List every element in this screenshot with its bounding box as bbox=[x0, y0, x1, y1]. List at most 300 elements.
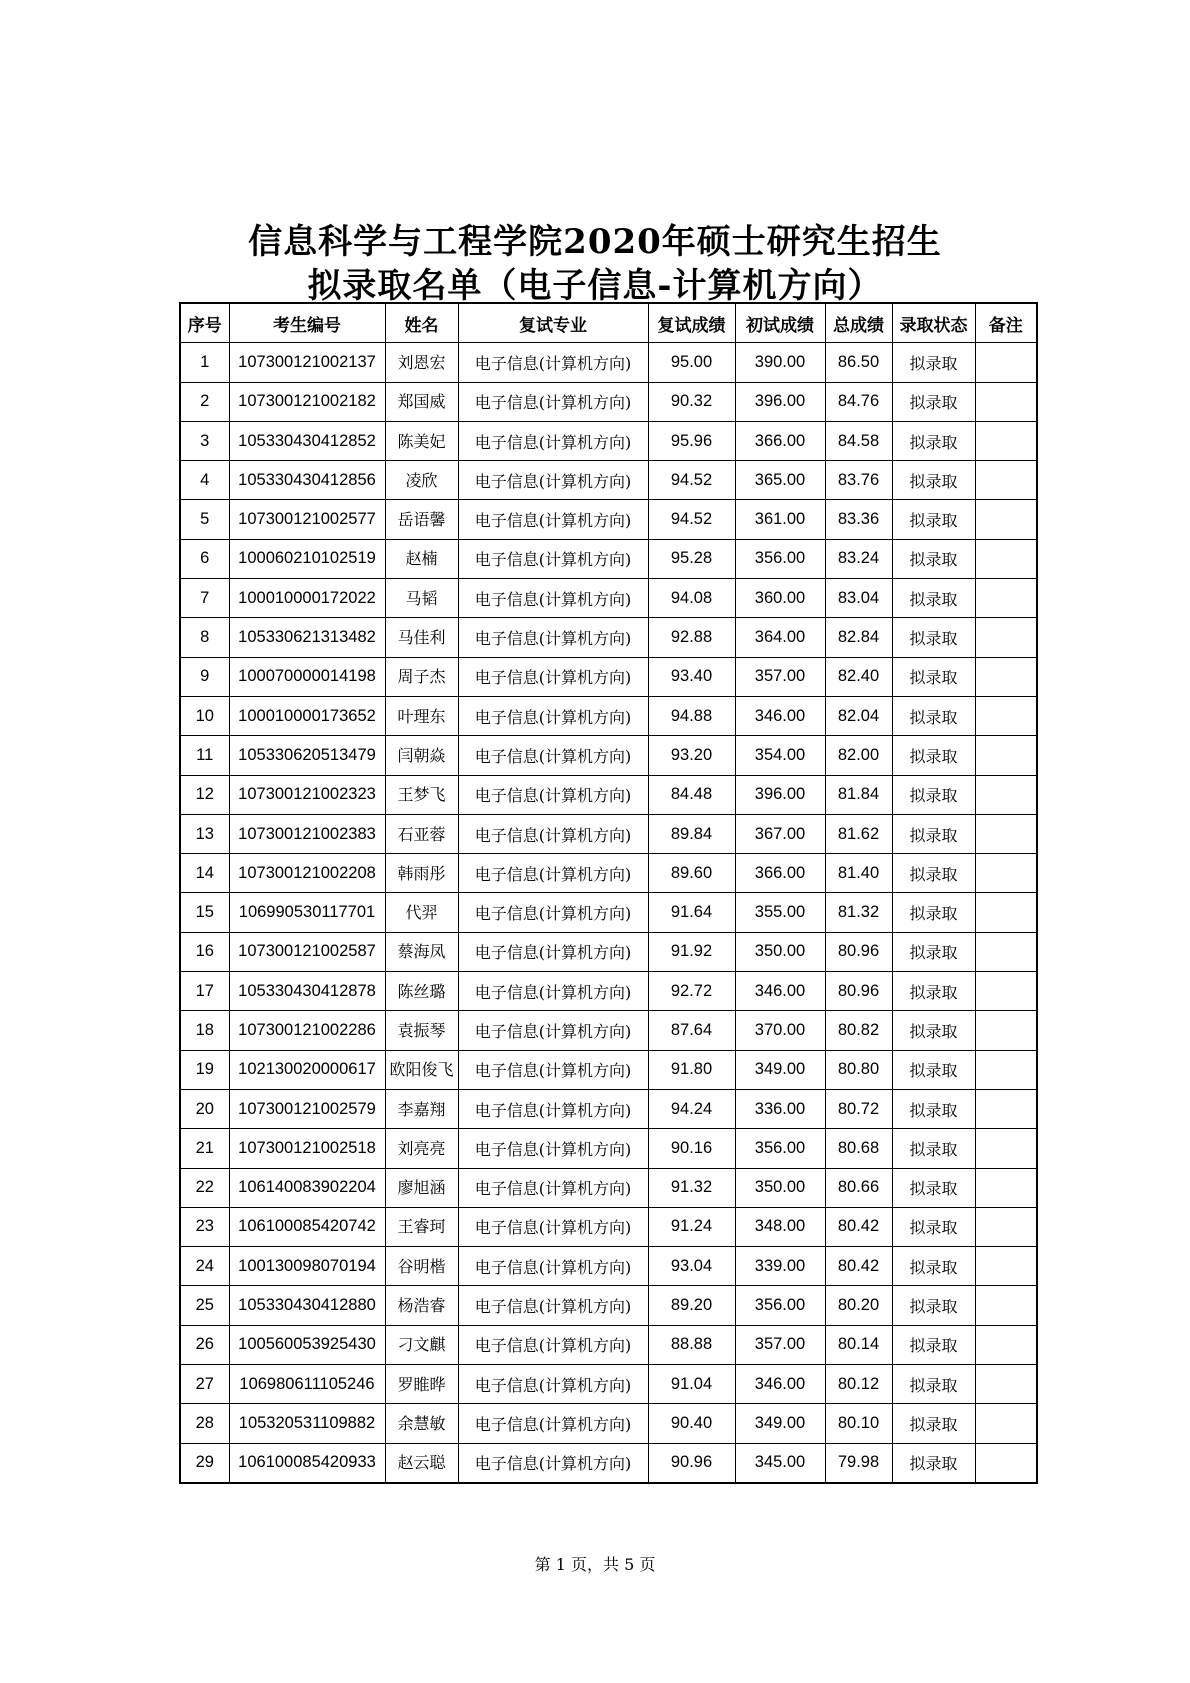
cell-retest-score: 93.40 bbox=[648, 657, 735, 696]
cell-index: 15 bbox=[180, 893, 229, 932]
cell-status: 拟录取 bbox=[892, 1443, 975, 1483]
table-row bbox=[180, 696, 1037, 735]
cell-name: 杨浩睿 bbox=[385, 1286, 458, 1325]
cell-total-score: 83.24 bbox=[825, 539, 892, 578]
cell-remark bbox=[975, 1247, 1037, 1286]
cell-index: 26 bbox=[180, 1325, 229, 1364]
cell-major: 电子信息(计算机方向) bbox=[458, 1089, 648, 1128]
cell-total-score: 81.32 bbox=[825, 893, 892, 932]
cell-major: 电子信息(计算机方向) bbox=[458, 1050, 648, 1089]
cell-status: 拟录取 bbox=[892, 579, 975, 618]
cell-retest-score: 91.24 bbox=[648, 1207, 735, 1246]
cell-remark bbox=[975, 893, 1037, 932]
cell-name: 廖旭涵 bbox=[385, 1168, 458, 1207]
cell-retest-score: 91.64 bbox=[648, 893, 735, 932]
cell-remark bbox=[975, 1011, 1037, 1050]
cell-retest-score: 95.00 bbox=[648, 343, 735, 382]
cell-major: 电子信息(计算机方向) bbox=[458, 657, 648, 696]
cell-status: 拟录取 bbox=[892, 814, 975, 853]
cell-major: 电子信息(计算机方向) bbox=[458, 1286, 648, 1325]
cell-remark bbox=[975, 1286, 1037, 1325]
table-row bbox=[180, 736, 1037, 775]
cell-index: 13 bbox=[180, 814, 229, 853]
cell-retest-score: 94.24 bbox=[648, 1089, 735, 1128]
cell-remark bbox=[975, 500, 1037, 539]
table-row bbox=[180, 1168, 1037, 1207]
table-row bbox=[180, 1089, 1037, 1128]
cell-exam-id: 106100085420742 bbox=[229, 1207, 385, 1246]
page-title-line-2: 拟录取名单（电子信息-计算机方向） bbox=[307, 266, 883, 306]
table-row bbox=[180, 1365, 1037, 1404]
cell-status: 拟录取 bbox=[892, 1089, 975, 1128]
cell-exam-id: 107300121002577 bbox=[229, 500, 385, 539]
cell-retest-score: 93.04 bbox=[648, 1247, 735, 1286]
cell-major: 电子信息(计算机方向) bbox=[458, 854, 648, 893]
cell-initial-score: 357.00 bbox=[735, 1325, 825, 1364]
cell-remark bbox=[975, 1365, 1037, 1404]
cell-index: 2 bbox=[180, 382, 229, 421]
cell-initial-score: 346.00 bbox=[735, 972, 825, 1011]
cell-status: 拟录取 bbox=[892, 1325, 975, 1364]
cell-name: 袁振琴 bbox=[385, 1011, 458, 1050]
cell-total-score: 86.50 bbox=[825, 343, 892, 382]
cell-exam-id: 105330430412878 bbox=[229, 972, 385, 1011]
cell-retest-score: 89.20 bbox=[648, 1286, 735, 1325]
cell-total-score: 80.42 bbox=[825, 1247, 892, 1286]
cell-status: 拟录取 bbox=[892, 539, 975, 578]
cell-name: 王睿珂 bbox=[385, 1207, 458, 1246]
cell-major: 电子信息(计算机方向) bbox=[458, 461, 648, 500]
cell-exam-id: 106100085420933 bbox=[229, 1443, 385, 1483]
cell-remark bbox=[975, 814, 1037, 853]
cell-retest-score: 94.88 bbox=[648, 696, 735, 735]
cell-retest-score: 92.88 bbox=[648, 618, 735, 657]
cell-exam-id: 105330621313482 bbox=[229, 618, 385, 657]
cell-total-score: 84.58 bbox=[825, 421, 892, 460]
cell-retest-score: 84.48 bbox=[648, 775, 735, 814]
cell-major: 电子信息(计算机方向) bbox=[458, 421, 648, 460]
cell-status: 拟录取 bbox=[892, 932, 975, 971]
cell-index: 12 bbox=[180, 775, 229, 814]
cell-retest-score: 88.88 bbox=[648, 1325, 735, 1364]
cell-name: 马佳利 bbox=[385, 618, 458, 657]
table-row bbox=[180, 1443, 1037, 1483]
cell-retest-score: 87.64 bbox=[648, 1011, 735, 1050]
cell-index: 28 bbox=[180, 1404, 229, 1443]
cell-total-score: 84.76 bbox=[825, 382, 892, 421]
cell-total-score: 80.12 bbox=[825, 1365, 892, 1404]
cell-exam-id: 107300121002286 bbox=[229, 1011, 385, 1050]
cell-total-score: 80.82 bbox=[825, 1011, 892, 1050]
cell-initial-score: 357.00 bbox=[735, 657, 825, 696]
cell-index: 22 bbox=[180, 1168, 229, 1207]
cell-retest-score: 91.92 bbox=[648, 932, 735, 971]
cell-name: 周子杰 bbox=[385, 657, 458, 696]
cell-remark bbox=[975, 1207, 1037, 1246]
cell-retest-score: 94.52 bbox=[648, 461, 735, 500]
cell-index: 9 bbox=[180, 657, 229, 696]
page-footer: 第 1 页，共 5 页 bbox=[534, 1555, 656, 1574]
cell-name: 赵楠 bbox=[385, 539, 458, 578]
cell-remark bbox=[975, 736, 1037, 775]
cell-total-score: 80.20 bbox=[825, 1286, 892, 1325]
header-col-initial-score: 初试成绩 bbox=[735, 303, 825, 343]
cell-status: 拟录取 bbox=[892, 382, 975, 421]
cell-index: 8 bbox=[180, 618, 229, 657]
cell-index: 16 bbox=[180, 932, 229, 971]
cell-remark bbox=[975, 1443, 1037, 1483]
table-row bbox=[180, 343, 1037, 382]
cell-status: 拟录取 bbox=[892, 1247, 975, 1286]
cell-total-score: 81.84 bbox=[825, 775, 892, 814]
cell-exam-id: 105330430412856 bbox=[229, 461, 385, 500]
cell-name: 欧阳俊飞 bbox=[385, 1050, 458, 1089]
cell-retest-score: 93.20 bbox=[648, 736, 735, 775]
cell-total-score: 82.04 bbox=[825, 696, 892, 735]
cell-name: 陈美妃 bbox=[385, 421, 458, 460]
table-row bbox=[180, 1286, 1037, 1325]
cell-major: 电子信息(计算机方向) bbox=[458, 500, 648, 539]
cell-remark bbox=[975, 657, 1037, 696]
cell-initial-score: 366.00 bbox=[735, 854, 825, 893]
cell-status: 拟录取 bbox=[892, 343, 975, 382]
cell-initial-score: 356.00 bbox=[735, 1129, 825, 1168]
cell-retest-score: 90.32 bbox=[648, 382, 735, 421]
cell-name: 谷明楷 bbox=[385, 1247, 458, 1286]
cell-major: 电子信息(计算机方向) bbox=[458, 1168, 648, 1207]
admission-table bbox=[179, 302, 1038, 1484]
cell-name: 王梦飞 bbox=[385, 775, 458, 814]
cell-index: 4 bbox=[180, 461, 229, 500]
cell-status: 拟录取 bbox=[892, 736, 975, 775]
cell-status: 拟录取 bbox=[892, 461, 975, 500]
cell-initial-score: 354.00 bbox=[735, 736, 825, 775]
cell-exam-id: 100010000173652 bbox=[229, 696, 385, 735]
cell-name: 韩雨彤 bbox=[385, 854, 458, 893]
cell-name: 岳语馨 bbox=[385, 500, 458, 539]
cell-index: 23 bbox=[180, 1207, 229, 1246]
cell-remark bbox=[975, 579, 1037, 618]
cell-status: 拟录取 bbox=[892, 618, 975, 657]
table-row bbox=[180, 461, 1037, 500]
cell-index: 5 bbox=[180, 500, 229, 539]
cell-remark bbox=[975, 932, 1037, 971]
cell-remark bbox=[975, 972, 1037, 1011]
cell-remark bbox=[975, 1404, 1037, 1443]
page-title-line-1: 信息科学与工程学院2020年硕士研究生招生 bbox=[248, 222, 942, 262]
cell-total-score: 80.14 bbox=[825, 1325, 892, 1364]
cell-index: 14 bbox=[180, 854, 229, 893]
cell-status: 拟录取 bbox=[892, 657, 975, 696]
cell-index: 29 bbox=[180, 1443, 229, 1483]
cell-status: 拟录取 bbox=[892, 1011, 975, 1050]
cell-initial-score: 348.00 bbox=[735, 1207, 825, 1246]
table-row bbox=[180, 1247, 1037, 1286]
cell-status: 拟录取 bbox=[892, 893, 975, 932]
cell-retest-score: 95.96 bbox=[648, 421, 735, 460]
table-row bbox=[180, 421, 1037, 460]
cell-initial-score: 356.00 bbox=[735, 539, 825, 578]
cell-name: 代羿 bbox=[385, 893, 458, 932]
cell-major: 电子信息(计算机方向) bbox=[458, 932, 648, 971]
cell-major: 电子信息(计算机方向) bbox=[458, 775, 648, 814]
cell-major: 电子信息(计算机方向) bbox=[458, 1129, 648, 1168]
cell-index: 21 bbox=[180, 1129, 229, 1168]
cell-remark bbox=[975, 382, 1037, 421]
cell-initial-score: 349.00 bbox=[735, 1050, 825, 1089]
cell-status: 拟录取 bbox=[892, 1365, 975, 1404]
cell-retest-score: 94.52 bbox=[648, 500, 735, 539]
table-row bbox=[180, 1011, 1037, 1050]
cell-status: 拟录取 bbox=[892, 972, 975, 1011]
cell-exam-id: 107300121002323 bbox=[229, 775, 385, 814]
cell-major: 电子信息(计算机方向) bbox=[458, 343, 648, 382]
cell-total-score: 82.00 bbox=[825, 736, 892, 775]
cell-remark bbox=[975, 1050, 1037, 1089]
table-row bbox=[180, 814, 1037, 853]
header-col-major: 复试专业 bbox=[458, 303, 648, 343]
cell-remark bbox=[975, 775, 1037, 814]
cell-exam-id: 107300121002587 bbox=[229, 932, 385, 971]
cell-total-score: 81.40 bbox=[825, 854, 892, 893]
cell-initial-score: 346.00 bbox=[735, 1365, 825, 1404]
cell-major: 电子信息(计算机方向) bbox=[458, 1011, 648, 1050]
table-body bbox=[180, 343, 1037, 1483]
cell-retest-score: 92.72 bbox=[648, 972, 735, 1011]
cell-initial-score: 396.00 bbox=[735, 382, 825, 421]
table-row bbox=[180, 932, 1037, 971]
cell-initial-score: 390.00 bbox=[735, 343, 825, 382]
cell-major: 电子信息(计算机方向) bbox=[458, 696, 648, 735]
cell-index: 19 bbox=[180, 1050, 229, 1089]
cell-total-score: 80.72 bbox=[825, 1089, 892, 1128]
cell-initial-score: 350.00 bbox=[735, 932, 825, 971]
cell-exam-id: 107300121002518 bbox=[229, 1129, 385, 1168]
table-row bbox=[180, 500, 1037, 539]
cell-major: 电子信息(计算机方向) bbox=[458, 1325, 648, 1364]
cell-exam-id: 105330430412880 bbox=[229, 1286, 385, 1325]
cell-total-score: 83.76 bbox=[825, 461, 892, 500]
table-row bbox=[180, 1404, 1037, 1443]
cell-exam-id: 100060210102519 bbox=[229, 539, 385, 578]
table-row bbox=[180, 618, 1037, 657]
cell-total-score: 82.40 bbox=[825, 657, 892, 696]
table-row bbox=[180, 1129, 1037, 1168]
cell-index: 11 bbox=[180, 736, 229, 775]
cell-exam-id: 105330430412852 bbox=[229, 421, 385, 460]
cell-name: 马韬 bbox=[385, 579, 458, 618]
cell-total-score: 80.10 bbox=[825, 1404, 892, 1443]
table-header-row bbox=[180, 303, 1037, 343]
cell-name: 刘亮亮 bbox=[385, 1129, 458, 1168]
cell-remark bbox=[975, 1089, 1037, 1128]
cell-index: 10 bbox=[180, 696, 229, 735]
cell-total-score: 81.62 bbox=[825, 814, 892, 853]
cell-index: 17 bbox=[180, 972, 229, 1011]
cell-initial-score: 339.00 bbox=[735, 1247, 825, 1286]
cell-initial-score: 345.00 bbox=[735, 1443, 825, 1483]
header-col-status: 录取状态 bbox=[892, 303, 975, 343]
table-row bbox=[180, 893, 1037, 932]
cell-retest-score: 90.16 bbox=[648, 1129, 735, 1168]
table-row bbox=[180, 1050, 1037, 1089]
cell-index: 3 bbox=[180, 421, 229, 460]
cell-name: 闫朝焱 bbox=[385, 736, 458, 775]
cell-status: 拟录取 bbox=[892, 1286, 975, 1325]
cell-total-score: 80.96 bbox=[825, 972, 892, 1011]
cell-remark bbox=[975, 1129, 1037, 1168]
cell-retest-score: 89.60 bbox=[648, 854, 735, 893]
cell-remark bbox=[975, 343, 1037, 382]
table-row bbox=[180, 579, 1037, 618]
cell-name: 罗睢晔 bbox=[385, 1365, 458, 1404]
table-row bbox=[180, 775, 1037, 814]
cell-initial-score: 356.00 bbox=[735, 1286, 825, 1325]
cell-name: 凌欣 bbox=[385, 461, 458, 500]
cell-remark bbox=[975, 1168, 1037, 1207]
cell-exam-id: 106980611105246 bbox=[229, 1365, 385, 1404]
cell-initial-score: 364.00 bbox=[735, 618, 825, 657]
cell-major: 电子信息(计算机方向) bbox=[458, 382, 648, 421]
cell-index: 1 bbox=[180, 343, 229, 382]
cell-exam-id: 102130020000617 bbox=[229, 1050, 385, 1089]
cell-remark bbox=[975, 618, 1037, 657]
cell-name: 赵云聪 bbox=[385, 1443, 458, 1483]
header-col-remark: 备注 bbox=[975, 303, 1037, 343]
header-col-total-score: 总成绩 bbox=[825, 303, 892, 343]
cell-initial-score: 350.00 bbox=[735, 1168, 825, 1207]
cell-name: 陈丝璐 bbox=[385, 972, 458, 1011]
cell-major: 电子信息(计算机方向) bbox=[458, 579, 648, 618]
cell-initial-score: 355.00 bbox=[735, 893, 825, 932]
cell-major: 电子信息(计算机方向) bbox=[458, 539, 648, 578]
cell-major: 电子信息(计算机方向) bbox=[458, 814, 648, 853]
cell-name: 叶理东 bbox=[385, 696, 458, 735]
table-row bbox=[180, 539, 1037, 578]
cell-retest-score: 91.04 bbox=[648, 1365, 735, 1404]
cell-exam-id: 100130098070194 bbox=[229, 1247, 385, 1286]
cell-name: 余慧敏 bbox=[385, 1404, 458, 1443]
cell-exam-id: 107300121002383 bbox=[229, 814, 385, 853]
cell-major: 电子信息(计算机方向) bbox=[458, 1247, 648, 1286]
table-row bbox=[180, 382, 1037, 421]
cell-index: 25 bbox=[180, 1286, 229, 1325]
header-col-exam-id: 考生编号 bbox=[229, 303, 385, 343]
cell-name: 李嘉翔 bbox=[385, 1089, 458, 1128]
table-row bbox=[180, 657, 1037, 696]
cell-status: 拟录取 bbox=[892, 1404, 975, 1443]
cell-index: 18 bbox=[180, 1011, 229, 1050]
cell-major: 电子信息(计算机方向) bbox=[458, 972, 648, 1011]
cell-status: 拟录取 bbox=[892, 421, 975, 460]
cell-remark bbox=[975, 421, 1037, 460]
cell-exam-id: 106990530117701 bbox=[229, 893, 385, 932]
cell-major: 电子信息(计算机方向) bbox=[458, 1365, 648, 1404]
cell-remark bbox=[975, 1325, 1037, 1364]
cell-major: 电子信息(计算机方向) bbox=[458, 618, 648, 657]
cell-index: 27 bbox=[180, 1365, 229, 1404]
cell-initial-score: 336.00 bbox=[735, 1089, 825, 1128]
cell-major: 电子信息(计算机方向) bbox=[458, 1404, 648, 1443]
cell-exam-id: 107300121002579 bbox=[229, 1089, 385, 1128]
cell-exam-id: 107300121002182 bbox=[229, 382, 385, 421]
cell-exam-id: 105330620513479 bbox=[229, 736, 385, 775]
cell-status: 拟录取 bbox=[892, 1168, 975, 1207]
cell-initial-score: 365.00 bbox=[735, 461, 825, 500]
cell-status: 拟录取 bbox=[892, 775, 975, 814]
cell-total-score: 80.96 bbox=[825, 932, 892, 971]
cell-status: 拟录取 bbox=[892, 1050, 975, 1089]
cell-name: 刘恩宏 bbox=[385, 343, 458, 382]
cell-major: 电子信息(计算机方向) bbox=[458, 736, 648, 775]
cell-retest-score: 90.40 bbox=[648, 1404, 735, 1443]
cell-remark bbox=[975, 461, 1037, 500]
cell-exam-id: 107300121002137 bbox=[229, 343, 385, 382]
cell-initial-score: 366.00 bbox=[735, 421, 825, 460]
cell-index: 6 bbox=[180, 539, 229, 578]
cell-total-score: 80.42 bbox=[825, 1207, 892, 1246]
cell-retest-score: 95.28 bbox=[648, 539, 735, 578]
cell-remark bbox=[975, 696, 1037, 735]
cell-status: 拟录取 bbox=[892, 854, 975, 893]
cell-exam-id: 100070000014198 bbox=[229, 657, 385, 696]
table-row bbox=[180, 972, 1037, 1011]
cell-remark bbox=[975, 539, 1037, 578]
cell-exam-id: 106140083902204 bbox=[229, 1168, 385, 1207]
cell-total-score: 83.04 bbox=[825, 579, 892, 618]
cell-initial-score: 361.00 bbox=[735, 500, 825, 539]
cell-total-score: 80.80 bbox=[825, 1050, 892, 1089]
cell-exam-id: 105320531109882 bbox=[229, 1404, 385, 1443]
cell-exam-id: 107300121002208 bbox=[229, 854, 385, 893]
cell-status: 拟录取 bbox=[892, 1129, 975, 1168]
cell-initial-score: 360.00 bbox=[735, 579, 825, 618]
header-col-index: 序号 bbox=[180, 303, 229, 343]
cell-retest-score: 91.32 bbox=[648, 1168, 735, 1207]
cell-major: 电子信息(计算机方向) bbox=[458, 893, 648, 932]
cell-total-score: 79.98 bbox=[825, 1443, 892, 1483]
cell-status: 拟录取 bbox=[892, 1207, 975, 1246]
header-col-name: 姓名 bbox=[385, 303, 458, 343]
cell-retest-score: 94.08 bbox=[648, 579, 735, 618]
cell-name: 郑国威 bbox=[385, 382, 458, 421]
cell-major: 电子信息(计算机方向) bbox=[458, 1207, 648, 1246]
cell-major: 电子信息(计算机方向) bbox=[458, 1443, 648, 1483]
cell-total-score: 83.36 bbox=[825, 500, 892, 539]
cell-status: 拟录取 bbox=[892, 500, 975, 539]
cell-retest-score: 91.80 bbox=[648, 1050, 735, 1089]
table-row bbox=[180, 1207, 1037, 1246]
cell-initial-score: 370.00 bbox=[735, 1011, 825, 1050]
cell-retest-score: 89.84 bbox=[648, 814, 735, 853]
cell-total-score: 80.66 bbox=[825, 1168, 892, 1207]
table-row bbox=[180, 854, 1037, 893]
cell-index: 7 bbox=[180, 579, 229, 618]
cell-retest-score: 90.96 bbox=[648, 1443, 735, 1483]
table-row bbox=[180, 1325, 1037, 1364]
cell-name: 石亚蓉 bbox=[385, 814, 458, 853]
cell-index: 24 bbox=[180, 1247, 229, 1286]
cell-initial-score: 346.00 bbox=[735, 696, 825, 735]
cell-total-score: 80.68 bbox=[825, 1129, 892, 1168]
header-col-retest-score: 复试成绩 bbox=[648, 303, 735, 343]
cell-initial-score: 367.00 bbox=[735, 814, 825, 853]
cell-name: 刁文麒 bbox=[385, 1325, 458, 1364]
cell-exam-id: 100010000172022 bbox=[229, 579, 385, 618]
cell-initial-score: 396.00 bbox=[735, 775, 825, 814]
cell-remark bbox=[975, 854, 1037, 893]
cell-exam-id: 100560053925430 bbox=[229, 1325, 385, 1364]
